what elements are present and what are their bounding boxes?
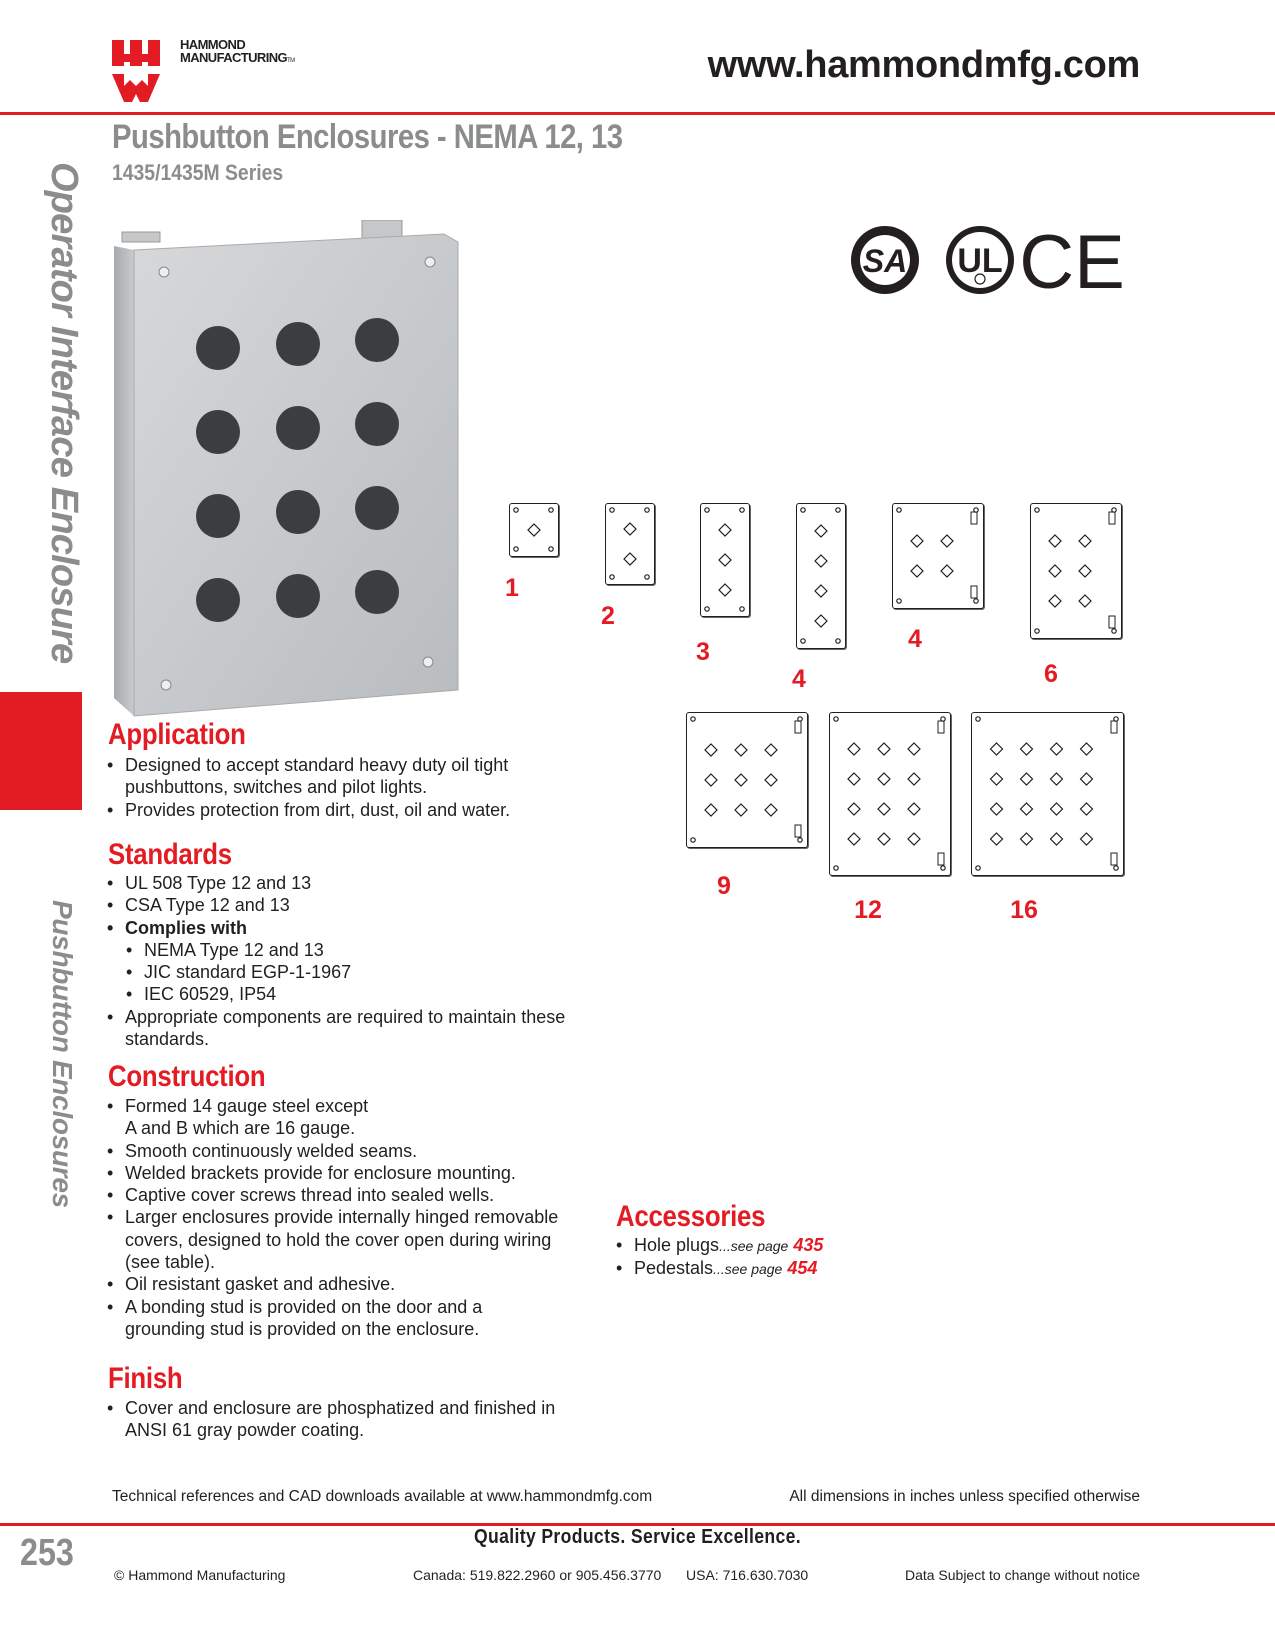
hole-icon: [908, 803, 920, 815]
screw-icon: [974, 508, 978, 512]
application-heading: Application: [108, 718, 246, 751]
hole-icon: [848, 743, 860, 755]
hole-icon: [848, 833, 860, 845]
screw-icon: [834, 717, 838, 721]
screw-icon: [836, 508, 840, 512]
copyright: © Hammond Manufacturing: [114, 1567, 286, 1583]
page-subtitle: 1435/1435M Series: [112, 160, 284, 185]
screw-icon: [691, 717, 695, 721]
hole-icon: [624, 523, 636, 535]
finish-heading: Finish: [108, 1362, 183, 1395]
hole-layout-plate: [971, 712, 1124, 876]
screw-icon: [514, 508, 518, 512]
list-subitem: • IEC 60529, IP54: [107, 983, 577, 1005]
screw-icon: [514, 547, 518, 551]
screw-icon: [1035, 508, 1039, 512]
disclaimer: Data Subject to change without notice: [904, 1567, 1140, 1583]
hole-icon: [941, 535, 953, 547]
hole-layout-plate: [892, 503, 984, 609]
screw-icon: [645, 575, 649, 579]
hole-icon: [991, 803, 1003, 815]
hole-icon: [1021, 743, 1033, 755]
hole-icon: [528, 524, 540, 536]
accessory-name: Hole plugs: [634, 1235, 720, 1255]
hole-icon: [1049, 565, 1061, 577]
hole-count-label: 1: [505, 574, 519, 602]
list-item: • Appropriate components are required to maintain these standards.: [107, 1006, 577, 1051]
hole-icon: [1021, 803, 1033, 815]
hole-icon: [705, 804, 717, 816]
hole-icon: [908, 833, 920, 845]
hole-icon: [1049, 595, 1061, 607]
hole-icon: [991, 743, 1003, 755]
accessory-name: Pedestals: [634, 1258, 714, 1279]
hole-icon: [1081, 833, 1093, 845]
screw-icon: [897, 599, 901, 603]
hole-icon: [765, 774, 777, 786]
hole-count-label: 16: [1010, 896, 1038, 924]
application-list: [107, 754, 577, 821]
hole-icon: [624, 553, 636, 565]
hole-icon: [1079, 595, 1091, 607]
hole-count-label: 4: [792, 665, 806, 693]
hole-layout-plate: [796, 503, 846, 649]
dimensions-note: All dimensions in inches unless specified otherwise: [789, 1488, 1140, 1505]
page-number: 253: [20, 1532, 74, 1574]
hole-icon: [848, 773, 860, 785]
hole-icon: [765, 804, 777, 816]
hole-icon: [1051, 833, 1063, 845]
hole-icon: [1051, 803, 1063, 815]
side-category-label: Operator Interface Enclosure: [43, 162, 85, 664]
side-tab-marker: [0, 692, 82, 810]
screw-icon: [705, 508, 709, 512]
screw-icon: [798, 717, 802, 721]
tagline: Quality Products. Service Excellence.: [473, 1526, 802, 1548]
screw-icon: [610, 508, 614, 512]
screw-icon: [1035, 629, 1039, 633]
screw-icon: [836, 639, 840, 643]
screw-icon: [974, 599, 978, 603]
list-item: • CSA Type 12 and 13: [107, 894, 577, 916]
screw-icon: [897, 508, 901, 512]
canada-phone: Canada: 519.822.2960 or 905.456.3770: [413, 1567, 662, 1583]
standards-heading: Standards: [108, 838, 232, 871]
hole-icon: [1051, 773, 1063, 785]
plate-drawing: [972, 713, 1123, 875]
construction-heading: Construction: [108, 1060, 266, 1093]
hole-icon: [1079, 565, 1091, 577]
finish-list: [107, 1397, 567, 1442]
list-subitem: • NEMA Type 12 and 13: [107, 939, 577, 961]
see-page-text: ...see page: [719, 1238, 789, 1254]
hole-layout-plate: [700, 503, 750, 617]
list-item: • Complies with: [107, 917, 577, 939]
hole-icon: [878, 773, 890, 785]
screw-icon: [1114, 717, 1118, 721]
screw-icon: [691, 838, 695, 842]
hole-icon: [908, 743, 920, 755]
hole-icon: [1021, 773, 1033, 785]
hole-icon: [848, 803, 860, 815]
list-item: • A bonding stud is provided on the door and a grounding stud is provided on the enclosure.: [107, 1296, 567, 1341]
csa-icon: [851, 226, 919, 294]
accessories-heading: Accessories: [616, 1200, 766, 1233]
hammond-logo-icon: [110, 40, 162, 102]
screw-icon: [801, 639, 805, 643]
header-rule: [0, 112, 1275, 115]
hole-icon: [815, 555, 827, 567]
hole-icon: [1021, 833, 1033, 845]
plate-drawing: [797, 504, 845, 648]
screw-icon: [549, 508, 553, 512]
screw-icon: [834, 866, 838, 870]
hole-count-label: 9: [717, 872, 731, 900]
list-item: • Formed 14 gauge steel except A and B which are 16 gauge.: [107, 1095, 375, 1140]
hole-icon: [911, 535, 923, 547]
page-title: Pushbutton Enclosures - NEMA 12, 13: [112, 118, 623, 156]
screw-icon: [976, 866, 980, 870]
logo-line-1: HAMMOND: [180, 37, 246, 52]
hole-icon: [1079, 535, 1091, 547]
list-item: • Provides protection from dirt, dust, oil and water.: [107, 799, 577, 821]
construction-list: [107, 1095, 567, 1340]
list-item: • Welded brackets provide for enclosure mounting.: [107, 1162, 567, 1184]
hole-icon: [991, 833, 1003, 845]
hinge-icon: [938, 721, 944, 733]
enclosure-photo: [112, 220, 484, 740]
hinge-icon: [971, 512, 977, 524]
hole-icon: [1049, 535, 1061, 547]
list-item: • Designed to accept standard heavy duty oil tight pushbuttons, switches and pilot lights.: [107, 754, 577, 799]
plate-drawing: [701, 504, 749, 616]
list-item: • Oil resistant gasket and adhesive.: [107, 1273, 567, 1295]
accessories-list: [616, 1234, 1016, 1281]
accessory-item: [616, 1234, 1016, 1257]
hole-icon: [1051, 743, 1063, 755]
plate-drawing: [893, 504, 983, 608]
hole-layout-plate: [1030, 503, 1122, 639]
hole-icon: [735, 774, 747, 786]
screw-icon: [941, 717, 945, 721]
plate-drawing: [687, 713, 807, 847]
screw-icon: [798, 838, 802, 842]
hole-count-label: 2: [601, 602, 615, 630]
hole-icon: [941, 565, 953, 577]
logo-line-2: MANUFACTURING: [180, 50, 288, 65]
page-link[interactable]: 435: [793, 1235, 824, 1255]
ce-text: CE: [1019, 222, 1125, 300]
hole-icon: [765, 744, 777, 756]
screw-icon: [549, 547, 553, 551]
hole-icon: [878, 803, 890, 815]
screw-icon: [801, 508, 805, 512]
screw-icon: [1112, 508, 1116, 512]
hole-count-label: 12: [854, 896, 882, 924]
logo-tm: TM: [287, 58, 295, 64]
logo-wordmark: [180, 38, 295, 68]
hole-count-label: 4: [908, 625, 922, 653]
hinge-icon: [1109, 512, 1115, 524]
list-item: • Smooth continuously welded seams.: [107, 1140, 567, 1162]
plate-drawing: [606, 504, 654, 584]
hole-layout-plate: [686, 712, 808, 848]
hole-icon: [815, 525, 827, 537]
hinge-icon: [1111, 721, 1117, 733]
plate-drawing: [510, 504, 558, 556]
see-page-text: ...see page: [713, 1261, 783, 1278]
hole-layout-plate: [605, 503, 655, 585]
ul-text: UL: [957, 242, 1003, 280]
csa-text: SA: [862, 243, 908, 279]
page-link[interactable]: 454: [787, 1258, 818, 1279]
side-section-label: Pushbutton Enclosures: [47, 900, 78, 1208]
hole-layout-plate: [829, 712, 951, 876]
usa-phone: USA: 716.630.7030: [686, 1567, 809, 1583]
hole-icon: [735, 744, 747, 756]
hole-icon: [705, 744, 717, 756]
hole-icon: [991, 773, 1003, 785]
screw-icon: [740, 508, 744, 512]
screw-icon: [941, 866, 945, 870]
hole-icon: [719, 524, 731, 536]
list-item: • Cover and enclosure are phosphatized and finished in ANSI 61 gray powder coating.: [107, 1397, 567, 1442]
hole-icon: [815, 615, 827, 627]
hole-icon: [878, 743, 890, 755]
hinge-icon: [1109, 616, 1115, 628]
hole-icon: [1081, 773, 1093, 785]
screw-icon: [976, 717, 980, 721]
hole-icon: [705, 774, 717, 786]
hinge-icon: [938, 853, 944, 865]
list-subitem: • JIC standard EGP-1-1967: [107, 961, 577, 983]
tech-reference-note: Technical references and CAD downloads available at www.hammondmfg.com: [112, 1488, 653, 1505]
hole-count-label: 3: [696, 638, 710, 666]
hole-icon: [735, 804, 747, 816]
accessory-item: [616, 1257, 1016, 1280]
hole-count-label: 6: [1044, 660, 1058, 688]
hole-icon: [878, 833, 890, 845]
hole-icon: [911, 565, 923, 577]
list-item: • Captive cover screws thread into sealed wells.: [107, 1184, 567, 1206]
hole-icon: [1081, 803, 1093, 815]
hole-icon: [719, 584, 731, 596]
hinge-icon: [795, 721, 801, 733]
standards-list: [107, 872, 577, 1050]
screw-icon: [1112, 629, 1116, 633]
list-item: • UL 508 Type 12 and 13: [107, 872, 577, 894]
hole-icon: [815, 585, 827, 597]
hole-layout-plate: [509, 503, 559, 557]
screw-icon: [740, 607, 744, 611]
certification-logos: [850, 222, 1140, 300]
hinge-icon: [971, 586, 977, 598]
site-url[interactable]: www.hammondmfg.com: [707, 44, 1140, 86]
screw-icon: [645, 508, 649, 512]
ce-icon: [1019, 222, 1125, 300]
list-item: • Larger enclosures provide internally hinged removable covers, designed to hold the cover open during wiring (see table).: [107, 1206, 567, 1273]
plate-drawing: [1031, 504, 1121, 638]
screw-icon: [1114, 866, 1118, 870]
hole-icon: [1081, 743, 1093, 755]
hole-icon: [908, 773, 920, 785]
hole-icon: [719, 554, 731, 566]
plate-drawing: [830, 713, 950, 875]
hinge-icon: [1111, 853, 1117, 865]
hinge-icon: [795, 825, 801, 837]
screw-icon: [610, 575, 614, 579]
ul-icon: [946, 226, 1014, 294]
screw-icon: [705, 607, 709, 611]
